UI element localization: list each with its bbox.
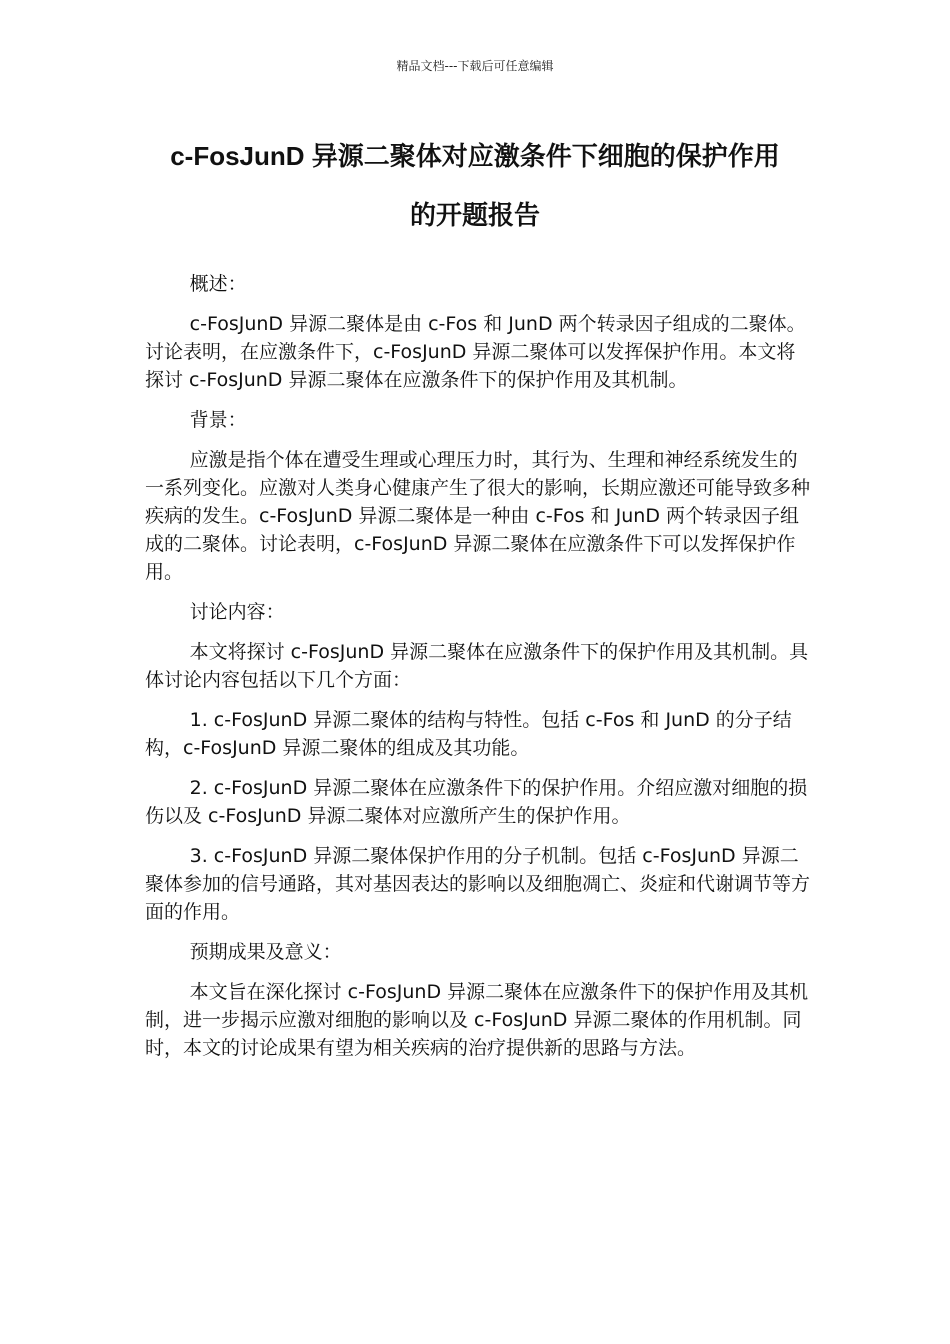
discussion-item-3: 3. c-FosJunD 异源二聚体保护作用的分子机制。包括 c-FosJunD 异源二聚体参加的信号通路，其对基因表达的影响以及细胞凋亡、炎症和代谢调节等方面的作用。 [145, 845, 811, 923]
discussion-paragraph: 本文将探讨 c-FosJunD 异源二聚体在应激条件下的保护作用及其机制。具体讨论内容包括以下几个方面： [145, 641, 809, 691]
expected-paragraph: 本文旨在深化探讨 c-FosJunD 异源二聚体在应激条件下的保护作用及其机制，进一步揭示应激对细胞的影响以及 c-FosJunD 异源二聚体的作用机制。同时，本文的讨论成果有望为相关疾病的治疗提供新的思路与方法。 [145, 981, 809, 1059]
title-line-1: c-FosJunD 异源二聚体对应激条件下细胞的保护作用 [170, 141, 780, 171]
background-heading: 背景： [189, 409, 247, 431]
document-body [145, 270, 810, 1074]
discussion-heading: 讨论内容： [189, 601, 285, 623]
overview-paragraph: c-FosJunD 异源二聚体是由 c-Fos 和 JunD 两个转录因子组成的二聚体。讨论表明，在应激条件下，c-FosJunD 异源二聚体可以发挥保护作用。本文将探讨 c-FosJunD 异源二聚体在应激条件下的保护作用及其机制。 [145, 313, 806, 391]
document-title [120, 134, 830, 237]
expected-heading: 预期成果及意义： [189, 941, 342, 963]
discussion-item-1: 1. c-FosJunD 异源二聚体的结构与特性。包括 c-Fos 和 JunD 的分子结构，c-FosJunD 异源二聚体的组成及其功能。 [145, 709, 792, 759]
overview-heading: 概述： [189, 273, 247, 295]
discussion-item-2: 2. c-FosJunD 异源二聚体在应激条件下的保护作用。介绍应激对细胞的损伤以及 c-FosJunD 异源二聚体对应激所产生的保护作用。 [145, 777, 808, 827]
background-paragraph: 应激是指个体在遭受生理或心理压力时，其行为、生理和神经系统发生的一系列变化。应激对人类身心健康产生了很大的影响，长期应激还可能导致多种疾病的发生。c-FosJunD 异源二聚体是一种由 c-Fos 和 JunD 两个转录因子组成的二聚体。讨论表明，c-FosJunD 异源二聚体在应激条件下可以发挥保护作用。 [145, 449, 811, 583]
page-header: 精品文档---下载后可任意编辑 [396, 59, 554, 73]
title-line-2: 的开题报告 [409, 200, 540, 230]
